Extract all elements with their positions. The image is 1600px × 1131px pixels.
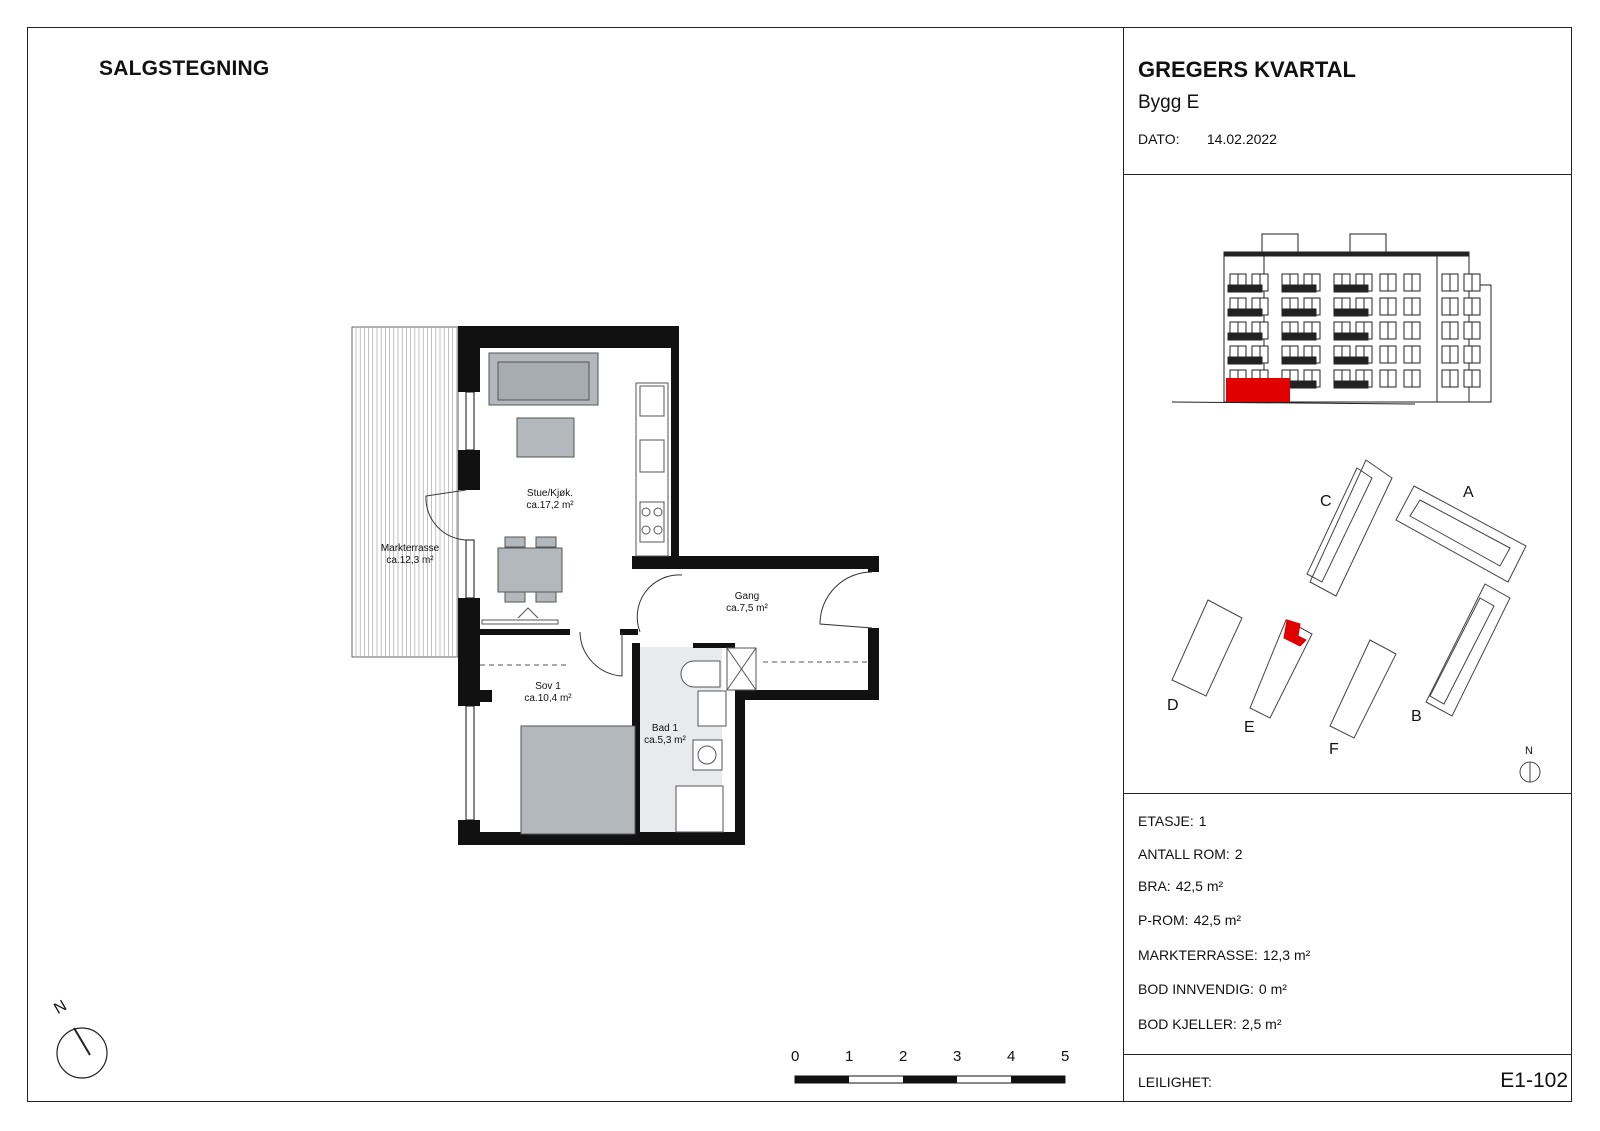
apartment-id: E1-102 — [1500, 1069, 1568, 1092]
scale-seg-3 — [903, 1076, 957, 1083]
facade-balcony — [1282, 357, 1316, 364]
info-etasje-label: ETASJE: — [1138, 813, 1194, 829]
wall-east-hall-top — [868, 556, 879, 572]
info-bod-kjeller — [1138, 1016, 1282, 1032]
facade-balcony — [1228, 357, 1262, 364]
dining-table — [498, 548, 562, 592]
room-area-sov: ca.10,4 m² — [524, 693, 572, 704]
info-etasje — [1138, 813, 1207, 829]
info-rom — [1138, 846, 1243, 862]
room-label-gang — [707, 591, 787, 615]
facade-elevation — [1172, 234, 1491, 404]
info-bod-kjeller-value: 2,5 m² — [1241, 1016, 1282, 1032]
wall-kitchen-end — [632, 556, 674, 569]
bedroom-door — [580, 632, 622, 676]
scale-tick-1: 1 — [845, 1048, 854, 1065]
chair-1 — [505, 537, 525, 547]
facade-balcony — [1228, 285, 1262, 292]
info-prom-label: P-ROM: — [1138, 912, 1189, 928]
room-label-bad — [630, 723, 700, 747]
coffee-table — [517, 418, 574, 457]
scale-seg-5 — [1011, 1076, 1065, 1083]
site-plan — [1172, 460, 1540, 782]
info-prom-value: 42,5 m² — [1193, 912, 1242, 928]
floor-plan — [352, 326, 879, 845]
scale-tick-4: 4 — [1007, 1048, 1016, 1065]
wall-pillar — [480, 690, 492, 702]
roof-edge — [1224, 252, 1469, 256]
room-label-sov — [508, 681, 588, 705]
room-area-gang: ca.7,5 m² — [726, 603, 768, 614]
site-building-c-inner — [1307, 468, 1372, 582]
room-name-terrasse: Markterrasse — [380, 543, 440, 554]
room-label-terrasse — [370, 543, 450, 567]
facade-balcony — [1334, 285, 1368, 292]
date-label: DATO: — [1138, 131, 1180, 147]
room-name-sov: Sov 1 — [535, 681, 561, 692]
site-label-b: B — [1411, 708, 1422, 725]
room-name-gang: Gang — [734, 591, 760, 602]
scale-tick-0: 0 — [791, 1048, 800, 1065]
site-building-b — [1426, 584, 1510, 716]
scale-bar — [795, 1076, 1065, 1083]
wall-west-3 — [458, 598, 480, 706]
info-bod-innvendig — [1138, 981, 1287, 997]
wall-west-4 — [458, 820, 480, 845]
scale-tick-5: 5 — [1061, 1048, 1070, 1065]
facade-balcony — [1228, 309, 1262, 316]
info-markterrasse-label: MARKTERRASSE: — [1138, 947, 1258, 963]
info-etasje-value: 1 — [1198, 813, 1207, 829]
info-markterrasse — [1138, 947, 1310, 963]
kitchen-counter — [636, 383, 668, 556]
room-area-bad: ca.5,3 m² — [644, 735, 686, 746]
facade-balcony — [1334, 381, 1368, 388]
date-value: 14.02.2022 — [1206, 131, 1277, 147]
wall-east-living — [671, 326, 679, 556]
chair-4 — [536, 592, 556, 602]
toilet — [681, 661, 720, 687]
info-rom-value: 2 — [1234, 846, 1243, 862]
room-name-bad: Bad 1 — [651, 723, 679, 734]
sofa-seat — [498, 362, 589, 400]
plan-north-symbol — [57, 1028, 107, 1078]
room-area-terrasse: ca.12,3 m² — [386, 555, 434, 566]
site-building-e — [1250, 620, 1312, 718]
room-name-stue: Stue/Kjøk. — [526, 488, 574, 499]
scale-tick-2: 2 — [899, 1048, 908, 1065]
site-label-d: D — [1167, 697, 1179, 714]
info-bod-inn-value: 0 m² — [1258, 981, 1287, 997]
shower — [676, 786, 723, 832]
wall-east-bath — [735, 690, 745, 845]
wall-north — [458, 326, 679, 348]
plan-north-label: N — [51, 997, 70, 1018]
facade-balcony — [1282, 333, 1316, 340]
info-rom-label: ANTALL ROM: — [1138, 846, 1230, 862]
chair-3 — [505, 592, 525, 602]
apartment-highlight — [1226, 378, 1290, 402]
info-markterrasse-value: 12,3 m² — [1262, 947, 1311, 963]
facade-balcony — [1228, 333, 1262, 340]
site-apartment-highlight — [1284, 620, 1306, 646]
window-living-2 — [466, 540, 474, 598]
info-prom — [1138, 912, 1241, 928]
wall-living-sov-2 — [620, 629, 638, 635]
washbasin — [698, 691, 726, 726]
site-building-d — [1172, 600, 1242, 696]
bed — [521, 726, 635, 834]
wall-north-hall — [671, 556, 879, 569]
plan-north-circle — [57, 1028, 107, 1078]
wall-west-1 — [458, 326, 480, 392]
facade-balcony — [1282, 309, 1316, 316]
facade-balcony — [1282, 285, 1316, 292]
terrace — [352, 327, 458, 657]
window-living — [466, 392, 474, 450]
apartment-label: LEILIGHET: — [1138, 1074, 1212, 1090]
site-north-label: N — [1525, 745, 1533, 757]
site-label-f: F — [1329, 741, 1339, 758]
scale-seg-1 — [795, 1076, 849, 1083]
site-label-a: A — [1463, 484, 1474, 501]
site-building-f — [1330, 640, 1396, 738]
info-bra — [1138, 878, 1223, 894]
project-title: GREGERS KVARTAL — [1138, 57, 1356, 82]
site-label-e: E — [1244, 719, 1255, 736]
window-bedroom — [466, 706, 474, 820]
info-bod-inn-label: BOD INNVENDIG: — [1138, 981, 1254, 997]
plan-north-arrow — [74, 1028, 90, 1055]
wall-west-2 — [458, 450, 480, 490]
building-name: Bygg E — [1138, 92, 1200, 113]
wall-east-hall-bottom — [868, 628, 879, 700]
facade-balcony — [1334, 333, 1368, 340]
site-building-a — [1396, 486, 1526, 582]
facade-balcony — [1334, 357, 1368, 364]
scale-tick-3: 3 — [953, 1048, 962, 1065]
site-label-c: C — [1320, 493, 1332, 510]
drawing-type-title: SALGSTEGNING — [99, 57, 270, 80]
wall-living-sov — [480, 629, 570, 635]
chair-2 — [536, 537, 556, 547]
info-bra-label: BRA: — [1138, 878, 1171, 894]
wall-bath-north — [693, 643, 735, 648]
info-bod-kjeller-label: BOD KJELLER: — [1138, 1016, 1237, 1032]
facade-balcony — [1334, 309, 1368, 316]
site-building-a-inner — [1410, 500, 1510, 566]
wall-south-hall — [735, 690, 879, 700]
entrance-door — [820, 572, 872, 628]
room-label-stue — [510, 488, 590, 512]
room-area-stue: ca.17,2 m² — [526, 500, 574, 511]
info-bra-value: 42,5 m² — [1175, 878, 1224, 894]
